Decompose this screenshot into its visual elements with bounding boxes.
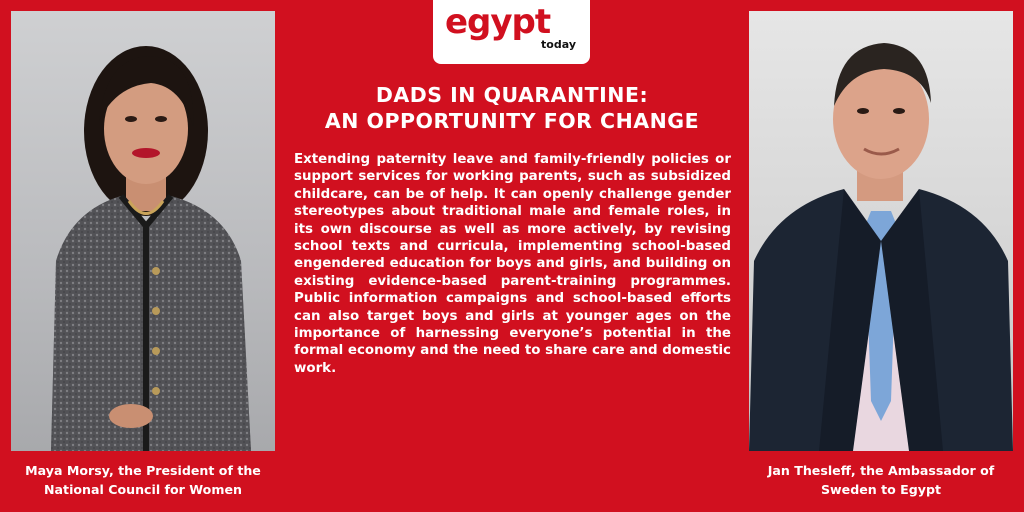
caption-right-line-2: Sweden to Egypt [820, 482, 942, 497]
caption-maya-morsy [11, 461, 275, 499]
quote-body: Extending paternity leave and family-friendly policies or support services for working parents, such as subsidized childcare, can be of help. It can openly challenge gender stereotypes about traditional male and female roles, in its own discourse as well as more actively, by revising school texts and curricula, implementing school-based engendered education for boys and girls, and building on existing evidence-based parent-training programmes. Public information campaigns and school-based efforts can also target boys and girls at younger ages on the importance of harnessing everyone’s potential in the formal economy and the need to share care and domestic work. [294, 152, 731, 376]
caption-right-line-1: Jan Thesleff, the Ambassador of [767, 463, 995, 478]
portrait-jan-thesleff [749, 11, 1013, 451]
caption-left-line-2: National Council for Women [44, 482, 242, 497]
headline-line-2: AN OPPORTUNITY FOR CHANGE [324, 109, 700, 133]
egypt-today-logo [433, 0, 590, 64]
logo-subword: today [541, 38, 576, 51]
logo-wordmark: egypt [445, 2, 551, 42]
headline-line-1: DADS IN QUARANTINE: [375, 83, 649, 107]
headline [290, 82, 734, 134]
portrait-man-illustration [749, 11, 1013, 451]
portrait-maya-morsy [11, 11, 275, 451]
caption-left-line-1: Maya Morsy, the President of the [25, 463, 261, 478]
caption-jan-thesleff [749, 461, 1013, 499]
portrait-woman-illustration [11, 11, 275, 451]
